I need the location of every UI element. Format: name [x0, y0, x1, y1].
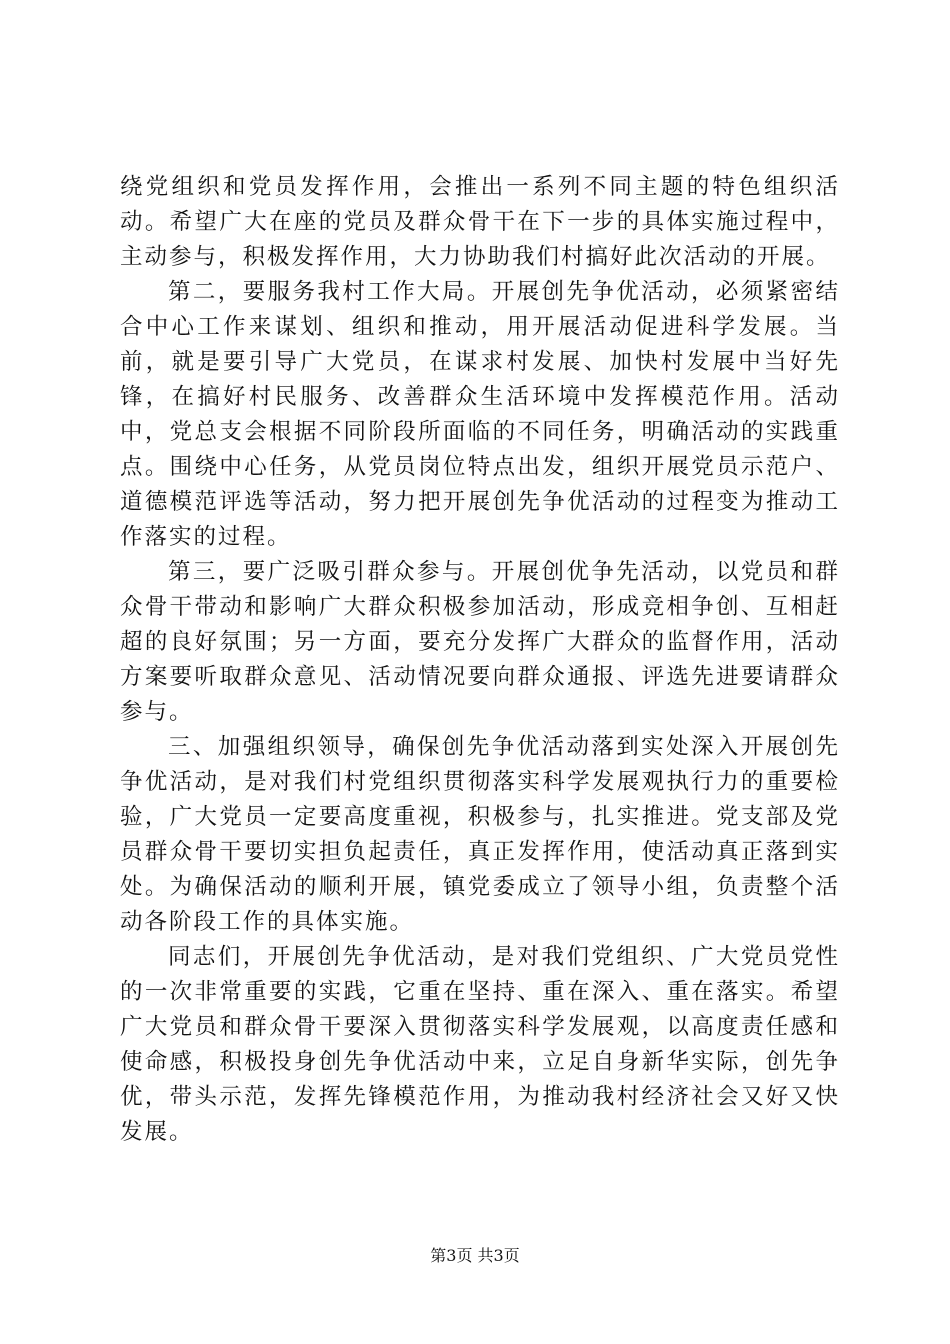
page-footer — [0, 1246, 950, 1266]
paragraph-5: 同志们，开展创先争优活动，是对我们党组织、广大党员党性的一次非常重要的实践，它重在坚持、重在深入、重在落实。希望广大党员和群众骨干要深入贯彻落实科学发展观，以高度责任感和使命感，积极投身创先争优活动中来，立足自身新华实际，创先争优，带头示范，发挥先锋模范作用，为推动我村经济社会又好又快发展。 — [120, 944, 840, 1145]
paragraph-4: 三、加强组织领导，确保创先争优活动落到实处深入开展创先争优活动，是对我们村党组织贯彻落实科学发展观执行力的重要检验，广大党员一定要高度重视，积极参与，扎实推进。党支部及党员群众骨干要切实担负起责任，真正发挥作用，使活动真正落到实处。为确保活动的顺利开展，镇党委成立了领导小组，负责整个活动各阶段工作的具体实施。 — [120, 734, 840, 935]
document-body — [120, 170, 840, 1150]
paragraph-2: 第二，要服务我村工作大局。开展创先争优活动，必须紧密结合中心工作来谋划、组织和推动，用开展活动促进科学发展。当前，就是要引导广大党员，在谋求村发展、加快村发展中当好先锋，在搞好村民服务、改善群众生活环境中发挥模范作用。活动中，党总支会根据不同阶段所面临的不同任务，明确活动的实践重点。围绕中心任务，从党员岗位特点出发，组织开展党员示范户、道德模范评选等活动，努力把开展创先争优活动的过程变为推动工作落实的过程。 — [120, 279, 840, 550]
paragraph-1: 绕党组织和党员发挥作用，会推出一系列不同主题的特色组织活动。希望广大在座的党员及群众骨干在下一步的具体实施过程中，主动参与，积极发挥作用，大力协助我们村搞好此次活动的开展。 — [120, 174, 840, 270]
page-number-label: 第3页 共3页 — [430, 1246, 520, 1265]
paragraph-3: 第三，要广泛吸引群众参与。开展创优争先活动，以党员和群众骨干带动和影响广大群众积极参加活动，形成竞相争创、互相赶超的良好氛围；另一方面，要充分发挥广大群众的监督作用，活动方案要听取群众意见、活动情况要向群众通报、评选先进要请群众参与。 — [120, 559, 840, 725]
